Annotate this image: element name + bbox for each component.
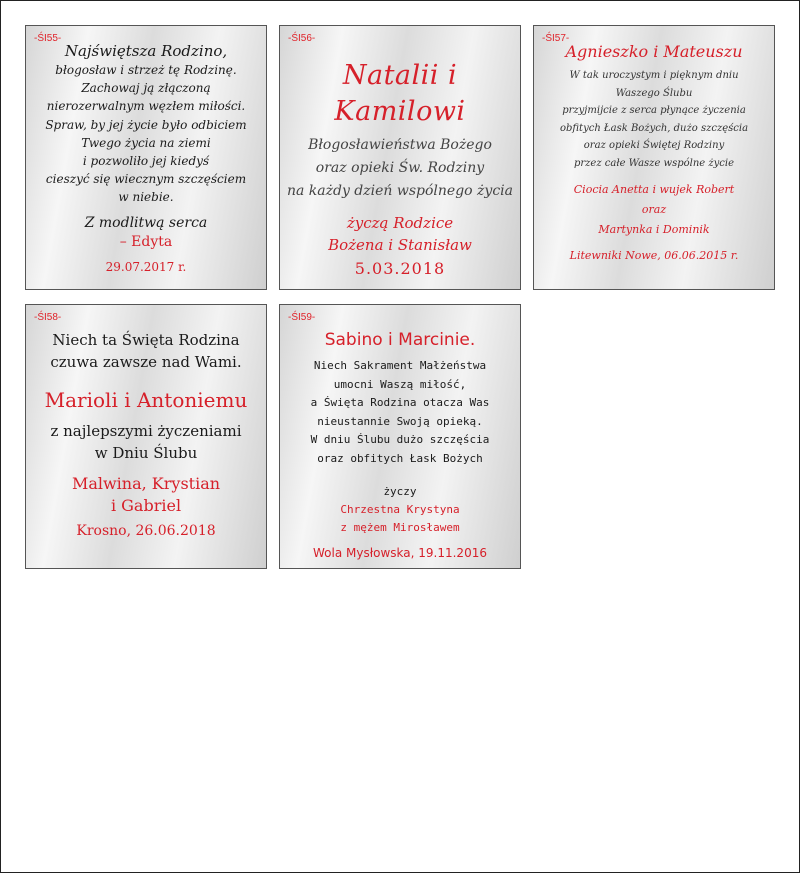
- verse-line: a Święta Rodzina otacza Was: [310, 396, 490, 410]
- verse-line: przyjmijcie z serca płynące życzenia: [562, 105, 746, 117]
- verse-line: nieustannie Swoją opieką.: [317, 414, 483, 428]
- plate-text: [538, 41, 770, 262]
- plate-text: [30, 329, 262, 539]
- plate-title: Agnieszko i Mateuszu: [565, 42, 743, 61]
- verse-line: Spraw, by jej życie było odbiciem: [45, 117, 247, 132]
- plate-signature: [284, 501, 516, 537]
- plate-code: -ŚI55-: [34, 33, 62, 44]
- signature-line: – Edyta: [119, 233, 173, 250]
- verse-line: cieszyć się wiecznym szczęściem: [45, 172, 247, 187]
- plate-text: [284, 58, 516, 278]
- plate-date: 5.03.2018: [354, 259, 446, 278]
- verse-line: Zachowaj ją złączoną: [81, 81, 211, 96]
- signature-line: z mężem Mirosławem: [340, 520, 460, 534]
- plate-date: 29.07.2017 r.: [105, 259, 187, 274]
- plate-date: Krosno, 26.06.2018: [76, 523, 216, 539]
- plate-date: Wola Mysłowska, 19.11.2016: [313, 545, 487, 560]
- verse-line: w niebie.: [118, 190, 174, 205]
- plate-intro: [30, 329, 262, 373]
- verse-line: na każdy dzień wspólnego życia: [286, 183, 514, 199]
- plate-signature: [284, 212, 516, 256]
- plate-si58[interactable]: [25, 304, 267, 569]
- plate-title: Najświętsza Rodzino,: [64, 42, 228, 60]
- plate-verse: [538, 67, 770, 173]
- plate-title: Marioli i Antoniemu: [44, 388, 248, 412]
- plate-text: [32, 42, 260, 274]
- plate-text: [284, 329, 516, 560]
- signature-line: oraz: [641, 202, 667, 216]
- plate-wish: życzy: [383, 484, 417, 498]
- verse-line: umocni Waszą miłość,: [333, 377, 467, 391]
- plate-signature: [30, 473, 262, 517]
- verse-line: Twego życia na ziemi: [81, 135, 211, 150]
- plate-title: Natalii i Kamilowi: [334, 60, 466, 127]
- signature-line: i Gabriel: [110, 496, 182, 515]
- verse-line: Niech Sakrament Małżeństwa: [313, 359, 487, 372]
- plate-code: -ŚI59-: [288, 312, 316, 323]
- verse-line: oraz opieki Św. Rodziny: [315, 160, 485, 176]
- signature-line: Ciocia Anetta i wujek Robert: [573, 182, 735, 196]
- verse-line: błogosław i strzeż tę Rodzinę.: [55, 63, 237, 77]
- plate-signature: [538, 180, 770, 240]
- verse-line: obfitych Łask Bożych, dużo szczęścia: [559, 122, 749, 134]
- intro-line: czuwa zawsze nad Wami.: [50, 353, 242, 371]
- verse-line: w Dniu Ślubu: [94, 444, 198, 462]
- plate-code: -ŚI56-: [288, 33, 316, 44]
- signature-line: Malwina, Krystian: [71, 474, 221, 493]
- plate-date: Litewniki Nowe, 06.06.2015 r.: [569, 248, 739, 262]
- verse-line: oraz obfitych Łask Bożych: [317, 451, 483, 465]
- verse-line: Błogosławieństwa Bożego: [308, 137, 492, 153]
- plate-si57[interactable]: [533, 25, 775, 290]
- signature-line: życzą Rodzice: [346, 214, 454, 232]
- signature-line: Bożena i Stanisław: [328, 236, 472, 254]
- verse-line: nierozerwalnym węzłem miłości.: [46, 99, 246, 114]
- verse-line: Waszego Ślubu: [615, 87, 693, 99]
- verse-line: i pozwoliło jej kiedyś: [82, 154, 210, 169]
- verse-line: oraz opieki Świętej Rodziny: [583, 140, 725, 152]
- plate-verse: [284, 357, 516, 469]
- plate-title: Sabino i Marcinie.: [324, 330, 476, 350]
- plate-si55[interactable]: [25, 25, 267, 290]
- signature-line: Z modlitwą serca: [84, 214, 208, 231]
- plate-verse: [32, 61, 260, 207]
- plate-verse: [30, 420, 262, 464]
- plate-signature: [32, 214, 260, 252]
- plate-code: -ŚI57-: [542, 33, 570, 44]
- verse-line: przez całe Wasze wspólne życie: [573, 157, 735, 169]
- signature-line: Martynka i Dominik: [598, 222, 710, 236]
- signature-line: Chrzestna Krystyna: [340, 502, 460, 516]
- verse-line: W dniu Ślubu dużo szczęścia: [310, 433, 490, 447]
- intro-line: Niech ta Święta Rodzina: [52, 331, 240, 349]
- plate-si56[interactable]: [279, 25, 521, 290]
- plate-si59[interactable]: [279, 304, 521, 569]
- verse-line: W tak uroczystym i pięknym dniu: [569, 70, 739, 81]
- plate-code: -ŚI58-: [34, 312, 62, 323]
- verse-line: z najlepszymi życzeniami: [50, 422, 242, 440]
- plate-verse: [284, 134, 516, 203]
